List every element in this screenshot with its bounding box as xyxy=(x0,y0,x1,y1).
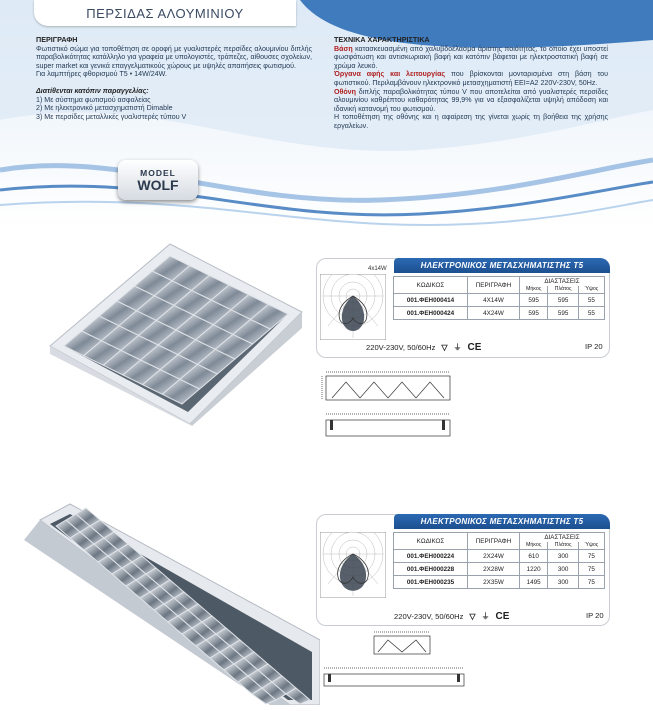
cell-code: 001.ΦΕΗ000424 xyxy=(394,307,468,320)
screen-label: Οθόνη xyxy=(334,87,356,96)
double-insulation-triangle-icon: ▽ xyxy=(441,343,448,352)
technical-screen xyxy=(334,88,608,114)
cell-code: 001.ΦΕΗ000414 xyxy=(394,294,468,307)
ip-rating: IP 20 xyxy=(585,342,603,351)
table-row xyxy=(394,307,605,320)
polar-diagram-label: 4x14W xyxy=(368,266,387,272)
col-header-code: ΚΩΔΙΚΟΣ xyxy=(394,277,468,294)
description-heading: ΠΕΡΙΓΡΑΦΗ xyxy=(36,35,78,44)
description-body: Φωτιστικό σώμα για τοποθέτηση σε οροφή με γυαλιστερές περσίδες αλουμινίου διπλής παραβολικότητας κατάλληλο για γραφεία με υπολογιστές, τράπεζες, αίθουσες σχολείων, super market και γενικά επαγγελματικούς χώρους με υψηλές απαιτήσεις φωτισμού. xyxy=(36,44,312,70)
col-header-length: Μήκος xyxy=(520,286,548,294)
orders-item: 1) Με σύστημα φωτισμού ασφαλείας xyxy=(36,95,151,104)
col-header-code: ΚΩΔΙΚΟΣ xyxy=(394,533,468,550)
organs-text: που βρίσκονται μονταρισμένα στη βάση του φωτιστικού. Περιλαμβάνουν ηλεκτρονικό μετασχηματιστή ΕΕΙ=Α2 220V-230V, 50Hz. xyxy=(334,70,608,87)
cell-code: 001.ΦΕΗ000228 xyxy=(394,563,468,576)
col-header-dimensions: ΔΙΑΣΤΑΣΕΙΣ xyxy=(520,277,605,286)
technical-organs xyxy=(334,70,608,87)
cell-height: 75 xyxy=(578,550,604,563)
badge-model-label: MODEL xyxy=(140,168,176,178)
technical-base xyxy=(334,45,608,71)
louvre-grid xyxy=(64,256,288,404)
cell-height: 75 xyxy=(578,576,604,589)
table-row xyxy=(394,576,605,589)
base-label: Βάση xyxy=(334,44,353,53)
cell-width: 300 xyxy=(548,550,579,563)
product-spec-table xyxy=(393,532,605,589)
badge-model-name: WOLF xyxy=(137,177,179,193)
cell-length: 595 xyxy=(520,307,548,320)
cell-code: 001.ΦΕΗ000224 xyxy=(394,550,468,563)
voltage-text: 220V-230V, 50/60Hz xyxy=(366,343,436,352)
col-header-width: Πλάτος xyxy=(548,286,579,294)
cell-width: 300 xyxy=(548,576,579,589)
luminaire-square-photo xyxy=(40,236,310,426)
col-header-height: Ύψος xyxy=(578,286,604,294)
cell-description: 2X35W xyxy=(468,576,520,589)
luminaire-linear-photo xyxy=(20,500,320,705)
col-header-description: ΠΕΡΙΓΡΑΦΗ xyxy=(468,277,520,294)
cell-length: 1495 xyxy=(520,576,548,589)
panel-title: ΗΛΕΚΤΡΟΝΙΚΟΣ ΜΕΤΑΣΧΗΜΑΤΙΣΤΗΣ T5 xyxy=(394,514,610,529)
product-spec-table xyxy=(393,276,605,320)
technical-section xyxy=(334,36,608,131)
cell-length: 595 xyxy=(520,294,548,307)
cell-length: 610 xyxy=(520,550,548,563)
cell-description: 2X28W xyxy=(468,563,520,576)
earth-ground-icon: ⏚ xyxy=(481,612,490,621)
base-text: κατασκευασμένη από χαλυβδοέλασμα άριστης ποιότητας, το οποίο έχει υποστεί φωσφάτωση και αντισκωριακή βαφή και κατόπιν βάφεται με ηλεκτροστατική βαφή σε χρώμα λευκό. xyxy=(334,44,608,70)
cell-description: 4X24W xyxy=(468,307,520,320)
cell-length: 1220 xyxy=(520,563,548,576)
organs-label: Όργανα αφής και λειτουργίας xyxy=(334,70,446,79)
orders-item: 2) Με ηλεκτρονικό μετασχηματιστή Dimable xyxy=(36,104,173,113)
cell-height: 55 xyxy=(578,294,604,307)
page-title: ΠΕΡΣΙΔΑΣ ΑΛΟΥΜΙΝΙΟΥ xyxy=(34,0,296,26)
voltage-text: 220V-230V, 50/60Hz xyxy=(394,612,464,621)
cell-height: 55 xyxy=(578,307,604,320)
earth-ground-icon: ⏚ xyxy=(453,343,462,352)
description-lamps: Για λαμπτήρες φθορισμού T5 • 14W/24W. xyxy=(36,70,167,79)
cross-section-drawing xyxy=(318,368,458,444)
cell-width: 595 xyxy=(548,307,579,320)
ce-mark: CE xyxy=(467,342,482,353)
cell-code: 001.ΦΕΗ000235 xyxy=(394,576,468,589)
table-row xyxy=(394,563,605,576)
technical-heading: ΤΕΧΝΙΚΑ ΧΑΡΑΚΤΗΡΙΣΤΙΚΑ xyxy=(334,35,430,44)
orders-item: 3) Με περσίδες μεταλλικές γυαλιστερές τύπου V xyxy=(36,112,187,121)
cell-description: 4X14W xyxy=(468,294,520,307)
mounting-text: Η τοποθέτηση της οθόνης και η αφαίρεση της γίνεται χωρίς τη βοήθεια της χρήσης εργαλείων. xyxy=(334,113,608,130)
table-row xyxy=(394,294,605,307)
polar-light-distribution-diagram xyxy=(320,274,386,340)
ce-mark: CE xyxy=(495,611,510,622)
description-section xyxy=(36,36,312,121)
cell-width: 300 xyxy=(548,563,579,576)
panel-title: ΗΛΕΚΤΡΟΝΙΚΟΣ ΜΕΤΑΣΧΗΜΑΤΙΣΤΗΣ T5 xyxy=(394,258,610,273)
table-row xyxy=(394,550,605,563)
col-header-length: Μήκος xyxy=(520,542,548,550)
double-insulation-triangle-icon: ▽ xyxy=(469,612,476,621)
cross-section-drawing xyxy=(318,630,468,696)
col-header-width: Πλάτος xyxy=(548,542,579,550)
screen-text: διπλής παραβολικότητας τύπου V που αποτελείται από γυαλιστερές περσίδες αλουμινίου καθρέπτου καθαρότητας 99,9% για να εξασφαλίζεται υψηλή απόδοση και ιδανική κατανομή του φωτισμού. xyxy=(334,87,608,113)
electrical-rating xyxy=(394,611,509,622)
col-header-description: ΠΕΡΙΓΡΑΦΗ xyxy=(468,533,520,550)
col-header-dimensions: ΔΙΑΣΤΑΣΕΙΣ xyxy=(520,533,605,542)
cell-width: 595 xyxy=(548,294,579,307)
louvre-grid xyxy=(56,508,310,704)
polar-light-distribution-diagram xyxy=(320,532,386,598)
model-badge xyxy=(118,160,198,200)
electrical-rating xyxy=(366,342,481,353)
cell-description: 2X24W xyxy=(468,550,520,563)
col-header-height: Ύψος xyxy=(578,542,604,550)
ip-rating: IP 20 xyxy=(586,611,604,620)
cell-height: 75 xyxy=(578,563,604,576)
orders-heading: Διατίθενται κατόπιν παραγγελίας: xyxy=(36,86,149,95)
